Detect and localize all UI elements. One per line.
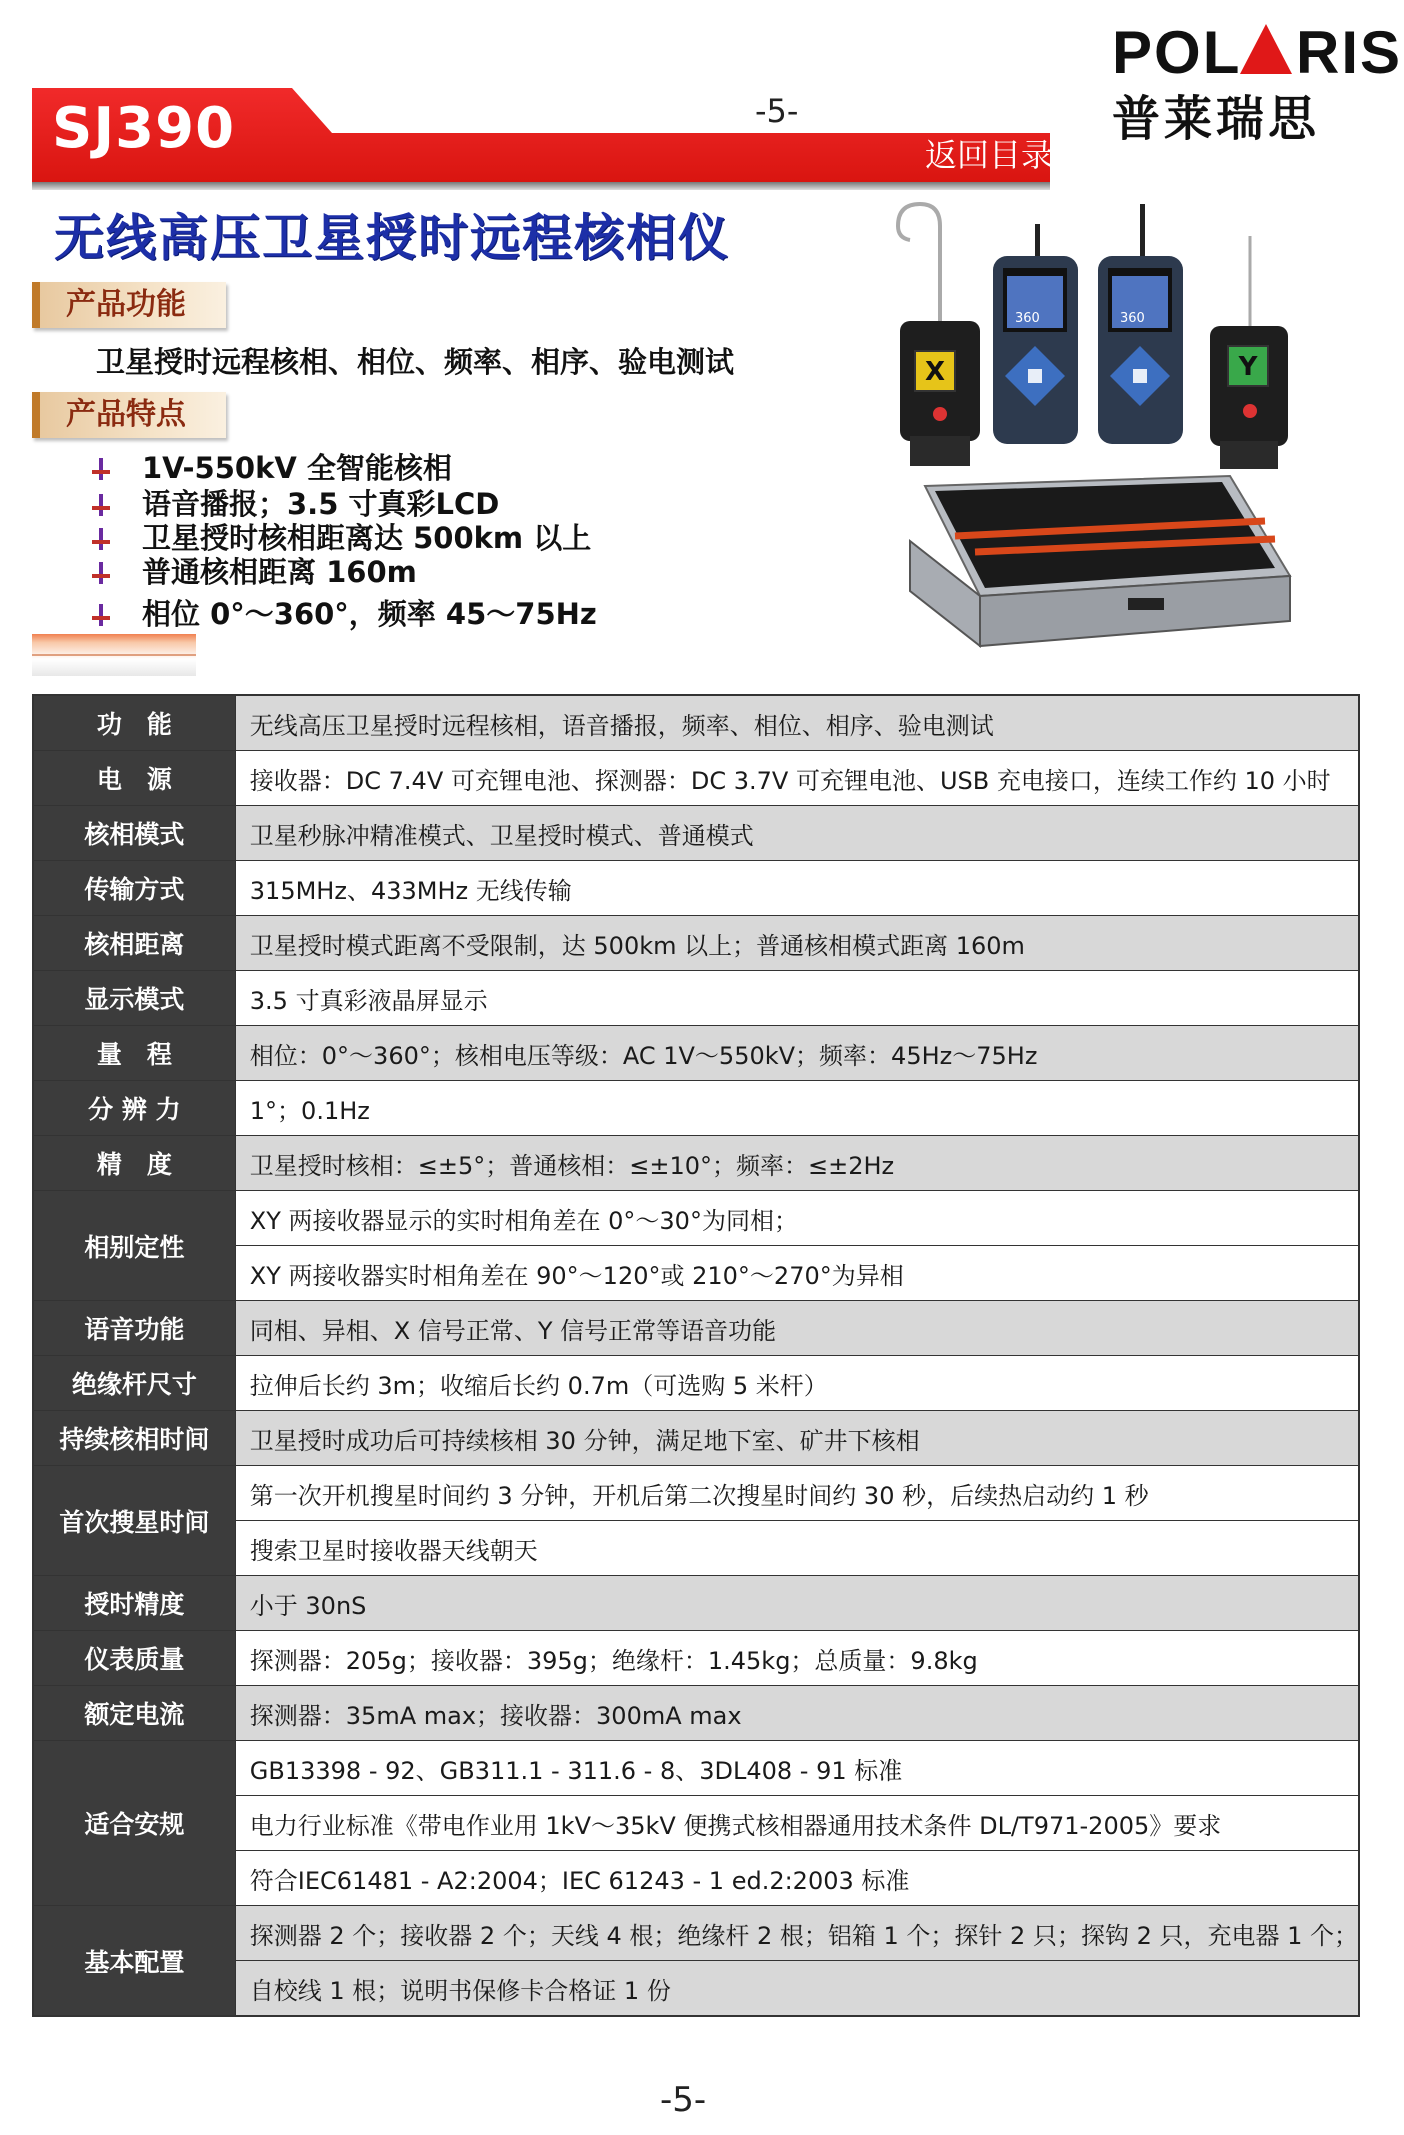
row-label: 核相模式	[33, 806, 235, 861]
table-row	[33, 1136, 1359, 1191]
table-row	[33, 861, 1359, 916]
function-description: 卫星授时远程核相、相位、频率、相序、验电测试	[96, 345, 735, 379]
row-value: XY 两接收器实时相角差在 90°～120°或 210°～270°为异相	[235, 1246, 1359, 1301]
row-value: 卫星授时成功后可持续核相 30 分钟，满足地下室、矿井下核相	[235, 1411, 1359, 1466]
row-label: 首次搜星时间	[33, 1466, 235, 1576]
page-number-top: -5-	[755, 92, 799, 130]
table-row	[33, 751, 1359, 806]
probe-x-icon	[898, 204, 980, 466]
bullet-icon	[90, 562, 112, 584]
table-row	[33, 1411, 1359, 1466]
bullet-icon	[90, 494, 112, 516]
row-label: 功 能	[33, 695, 235, 751]
feature-item: 语音播报；3.5 寸真彩LCD	[90, 482, 499, 518]
row-value: 1°；0.1Hz	[235, 1081, 1359, 1136]
product-title: 无线高压卫星授时远程核相仪	[54, 209, 730, 267]
row-label: 电 源	[33, 751, 235, 806]
row-value: 卫星秒脉冲精准模式、卫星授时模式、普通模式	[235, 806, 1359, 861]
feature-item: 普通核相距离 160m	[90, 550, 417, 586]
row-value: XY 两接收器显示的实时相角差在 0°～30°为同相；	[235, 1191, 1359, 1246]
row-label: 分 辨 力	[33, 1081, 235, 1136]
row-label: 仪表质量	[33, 1631, 235, 1686]
row-label: 语音功能	[33, 1301, 235, 1356]
row-value: 符合IEC61481 - A2:2004；IEC 61243 - 1 ed.2:2003 标准	[235, 1851, 1359, 1906]
svg-text:360: 360	[1120, 311, 1145, 326]
row-value: 315MHz、433MHz 无线传输	[235, 861, 1359, 916]
row-label: 适合安规	[33, 1741, 235, 1906]
row-value: 接收器：DC 7.4V 可充锂电池、探测器：DC 3.7V 可充锂电池、USB 充电接口，连续工作约 10 小时	[235, 751, 1359, 806]
table-row	[33, 1906, 1359, 1961]
feature-item: 相位 0°～360°，频率 45～75Hz	[90, 592, 597, 628]
table-row	[33, 1026, 1359, 1081]
row-value: 小于 30nS	[235, 1576, 1359, 1631]
page-number-bottom: -5-	[660, 2080, 707, 2120]
probe-y-icon	[1210, 236, 1288, 469]
bullet-icon	[90, 458, 112, 480]
logo-triangle-icon	[1240, 24, 1292, 74]
model-number: SJ390	[52, 96, 236, 161]
polaris-logo	[1112, 18, 1403, 147]
row-label: 核相距离	[33, 916, 235, 971]
spec-table	[32, 694, 1360, 2017]
table-row	[33, 1191, 1359, 1246]
svg-text:360: 360	[1015, 311, 1040, 326]
table-row	[33, 971, 1359, 1026]
row-label: 传输方式	[33, 861, 235, 916]
row-value: 第一次开机搜星时间约 3 分钟，开机后第二次搜星时间约 30 秒，后续热启动约 1 秒	[235, 1466, 1359, 1521]
table-row	[33, 1741, 1359, 1796]
row-value: 卫星授时核相：≤±5°；普通核相：≤±10°；频率：≤±2Hz	[235, 1136, 1359, 1191]
row-label: 绝缘杆尺寸	[33, 1356, 235, 1411]
row-value: 同相、异相、X 信号正常、Y 信号正常等语音功能	[235, 1301, 1359, 1356]
function-section-tag: 产品功能	[32, 282, 226, 328]
row-value: 卫星授时模式距离不受限制，达 500km 以上；普通核相模式距离 160m	[235, 916, 1359, 971]
table-row	[33, 1466, 1359, 1521]
product-image	[870, 196, 1340, 686]
row-label: 显示模式	[33, 971, 235, 1026]
row-value: 探测器：205g；接收器：395g；绝缘杆：1.45kg；总质量：9.8kg	[235, 1631, 1359, 1686]
table-row	[33, 1576, 1359, 1631]
row-value: 无线高压卫星授时远程核相，语音播报，频率、相位、相序、验电测试	[235, 695, 1359, 751]
row-label: 精 度	[33, 1136, 235, 1191]
table-row	[33, 916, 1359, 971]
row-value: 3.5 寸真彩液晶屏显示	[235, 971, 1359, 1026]
table-row	[33, 1356, 1359, 1411]
row-label: 持续核相时间	[33, 1411, 235, 1466]
bullet-icon	[90, 528, 112, 550]
svg-text:X: X	[924, 357, 946, 387]
table-row	[33, 1301, 1359, 1356]
table-row	[33, 1081, 1359, 1136]
table-row	[33, 1686, 1359, 1741]
row-value: 探测器：35mA max；接收器：300mA max	[235, 1686, 1359, 1741]
row-value: 自校线 1 根；说明书保修卡合格证 1 份	[235, 1961, 1359, 2017]
logo-text-right: RIS	[1296, 19, 1403, 86]
features-section-tag: 产品特点	[32, 392, 226, 438]
receiver-icon	[993, 224, 1078, 444]
row-value: 电力行业标准《带电作业用 1kV～35kV 便携式核相器通用技术条件 DL/T971-2005》要求	[235, 1796, 1359, 1851]
row-label: 相别定性	[33, 1191, 235, 1301]
logo-text-left: POL	[1112, 19, 1242, 86]
row-value: 探测器 2 个；接收器 2 个；天线 4 根；绝缘杆 2 根；铝箱 1 个；探针 2 只；探钩 2 只，充电器 1 个；	[235, 1906, 1359, 1961]
table-row	[33, 1631, 1359, 1686]
row-value: 搜索卫星时接收器天线朝天	[235, 1521, 1359, 1576]
row-value: GB13398 - 92、GB311.1 - 311.6 - 8、3DL408 - 91 标准	[235, 1741, 1359, 1796]
row-label: 授时精度	[33, 1576, 235, 1631]
row-label: 基本配置	[33, 1906, 235, 2017]
row-value: 拉伸后长约 3m；收缩后长约 0.7m（可选购 5 米杆）	[235, 1356, 1359, 1411]
row-label: 额定电流	[33, 1686, 235, 1741]
receiver-icon	[1098, 204, 1183, 444]
feature-item: 1V-550kV 全智能核相	[90, 446, 452, 482]
carrying-case-icon	[910, 476, 1290, 646]
banner-shadow	[32, 182, 1050, 190]
logo-text-cn: 普莱瑞思	[1112, 91, 1321, 147]
row-label: 量 程	[33, 1026, 235, 1081]
table-row	[33, 695, 1359, 751]
back-to-contents-link[interactable]: 返回目录	[925, 136, 1054, 174]
feature-item: 卫星授时核相距离达 500km 以上	[90, 516, 591, 552]
table-row	[33, 806, 1359, 861]
row-value: 相位：0°～360°；核相电压等级：AC 1V～550kV；频率：45Hz～75Hz	[235, 1026, 1359, 1081]
svg-text:Y: Y	[1238, 352, 1258, 382]
decorative-line	[32, 654, 196, 656]
bullet-icon	[90, 604, 112, 626]
